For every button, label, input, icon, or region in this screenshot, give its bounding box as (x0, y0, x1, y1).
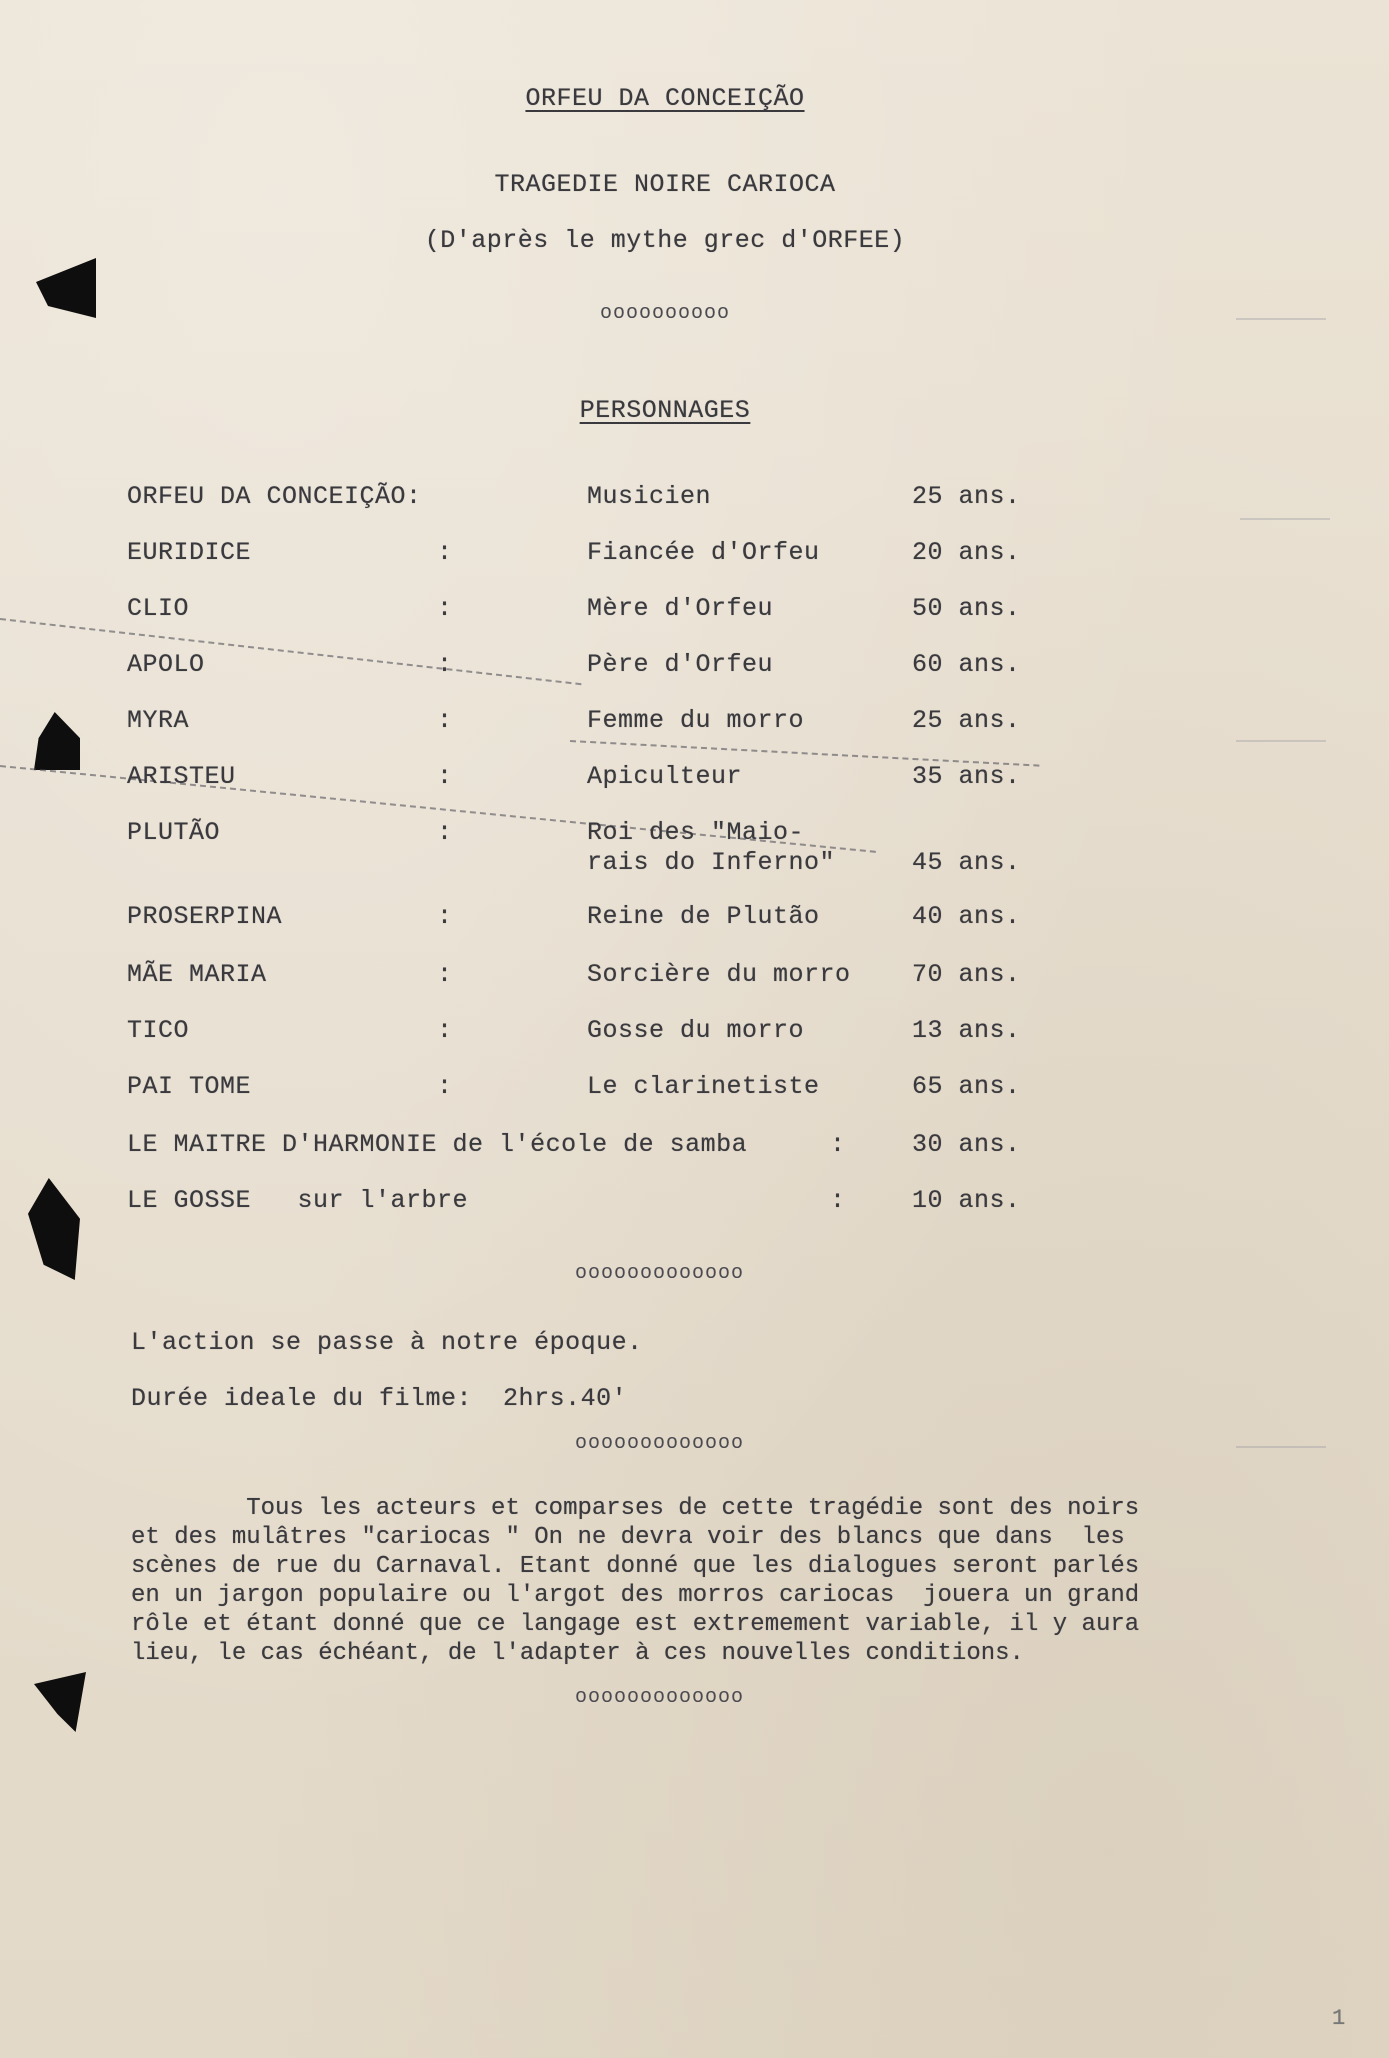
document-subtitle: TRAGEDIE NOIRE CARIOCA (494, 170, 836, 199)
cast-name: PAI TOME (127, 1072, 252, 1101)
source-note: (D'après le mythe grec d'ORFEE) (424, 226, 906, 255)
cast-name: MÃE MARIA (127, 960, 267, 989)
paragraph-line: lieu, le cas échéant, de l'adapter à ces nouvelles conditions. (131, 1640, 1024, 1667)
cast-colon: : (437, 594, 453, 623)
cast-row (0, 1072, 1389, 1112)
cast-colon: : (437, 960, 453, 989)
cast-role: Gosse du morro (587, 1016, 805, 1045)
cast-row (0, 482, 1389, 522)
cast-age: 50 ans. (912, 594, 1021, 623)
cast-age: 25 ans. (912, 706, 1021, 735)
cast-role: Mère d'Orfeu (587, 594, 774, 623)
paragraph-line: scènes de rue du Carnaval. Etant donné que les dialogues seront parlés (131, 1553, 1140, 1580)
cast-role: Fiancée d'Orfeu (587, 538, 820, 567)
cast-age: 45 ans. (912, 848, 1021, 877)
cast-name: LE MAITRE D'HARMONIE de l'école de samba (127, 1130, 748, 1159)
cast-colon: : (437, 762, 453, 791)
cast-colon: : (437, 902, 453, 931)
cast-colon: : (437, 1072, 453, 1101)
cast-age: 25 ans. (912, 482, 1021, 511)
cast-colon: : (437, 538, 453, 567)
cast-age: 60 ans. (912, 650, 1021, 679)
cast-age: 70 ans. (912, 960, 1021, 989)
separator-3: ooooooooooooo (575, 1432, 745, 1455)
separator-1: oooooooooo (599, 302, 731, 325)
cast-name: APOLO (127, 650, 205, 679)
cast-colon: : (437, 1016, 453, 1045)
cast-role: Apiculteur (587, 762, 743, 791)
cast-age: 20 ans. (912, 538, 1021, 567)
cast-colon: : (830, 1130, 846, 1159)
cast-name: LE GOSSE sur l'arbre (127, 1186, 469, 1215)
margin-mark-4 (1236, 1446, 1326, 1448)
cast-name: ORFEU DA CONCEIÇÃO: (127, 482, 422, 511)
cast-age: 10 ans. (912, 1186, 1021, 1215)
cast-age: 65 ans. (912, 1072, 1021, 1101)
cast-role: Femme du morro (587, 706, 805, 735)
cast-role: Sorcière du morro (587, 960, 851, 989)
paragraph-line: et des mulâtres "cariocas " On ne devra voir des blancs que dans les (131, 1524, 1125, 1551)
cast-age: 35 ans. (912, 762, 1021, 791)
cast-colon: : (437, 818, 453, 847)
paragraph-line: Tous les acteurs et comparses de cette tragédie sont des noirs (131, 1495, 1140, 1522)
cast-role: Roi des "Maio- (587, 818, 805, 847)
cast-row (0, 818, 1389, 898)
page-number: 1 (1332, 2006, 1346, 2031)
cast-row (0, 1130, 1389, 1170)
cast-name: CLIO (127, 594, 190, 623)
cast-age: 40 ans. (912, 902, 1021, 931)
paragraph-line: en un jargon populaire ou l'argot des morros cariocas jouera un grand (131, 1582, 1140, 1609)
setting-note: L'action se passe à notre époque. (131, 1328, 643, 1357)
cast-name: PLUTÃO (127, 818, 221, 847)
cast-role: Musicien (587, 482, 712, 511)
cast-name: PROSERPINA (127, 902, 283, 931)
separator-4: ooooooooooooo (575, 1686, 745, 1709)
cast-colon: : (437, 650, 453, 679)
cast-age: 30 ans. (912, 1130, 1021, 1159)
cast-row (0, 902, 1389, 942)
cast-row (0, 650, 1389, 690)
document-title: ORFEU DA CONCEIÇÃO (525, 84, 805, 113)
cast-role: Le clarinetiste (587, 1072, 820, 1101)
cast-name: EURIDICE (127, 538, 252, 567)
cast-row (0, 594, 1389, 634)
cast-role: Père d'Orfeu (587, 650, 774, 679)
cast-row (0, 960, 1389, 1000)
cast-row (0, 1016, 1389, 1056)
cast-row (0, 1186, 1389, 1226)
cast-name: MYRA (127, 706, 190, 735)
cast-row (0, 538, 1389, 578)
cast-paragraph (131, 1494, 1351, 1668)
cast-name: TICO (127, 1016, 190, 1045)
duration-note: Durée ideale du filme: 2hrs.40' (131, 1384, 628, 1413)
separator-2: ooooooooooooo (575, 1262, 745, 1285)
paragraph-line: rôle et étant donné que ce langage est extremement variable, il y aura (131, 1611, 1140, 1638)
cast-role-line2: rais do Inferno" (587, 848, 836, 877)
cast-colon: : (437, 706, 453, 735)
cast-age: 13 ans. (912, 1016, 1021, 1045)
cast-colon: : (830, 1186, 846, 1215)
cast-role: Reine de Plutão (587, 902, 820, 931)
cast-name: ARISTEU (127, 762, 236, 791)
cast-row (0, 706, 1389, 746)
cast-heading: PERSONNAGES (579, 396, 751, 425)
cast-row (0, 762, 1389, 802)
punch-hole-4 (34, 1672, 86, 1732)
